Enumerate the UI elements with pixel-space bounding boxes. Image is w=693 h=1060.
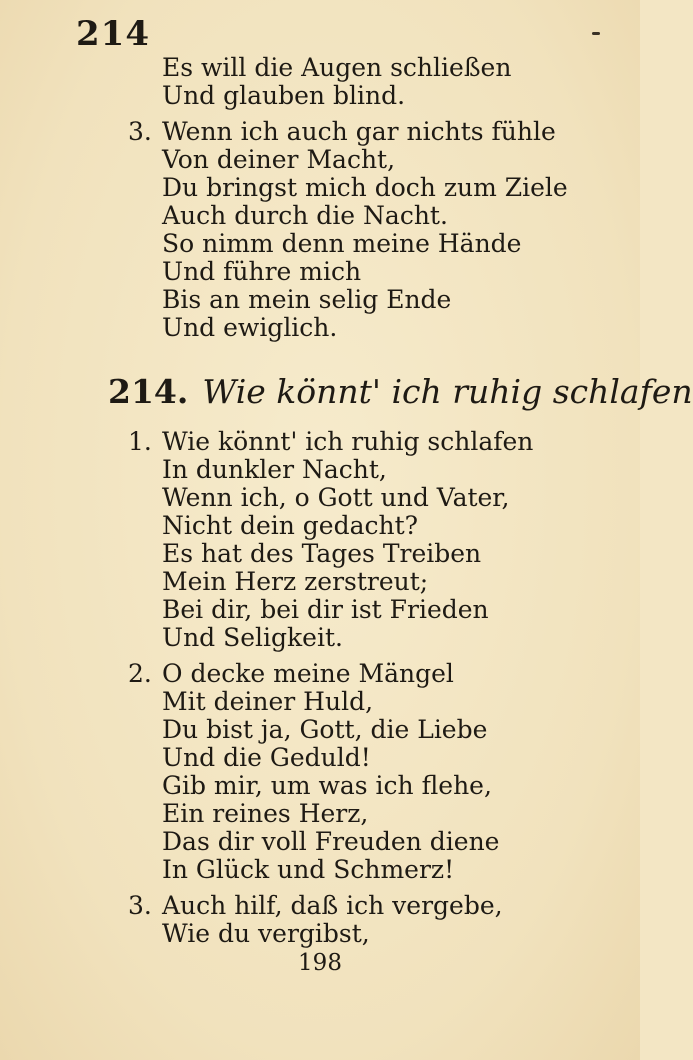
ink-mark bbox=[592, 32, 600, 35]
verse-line: Und ewiglich. bbox=[162, 313, 338, 342]
verse-line: Auch hilf, daß ich vergebe, bbox=[162, 891, 503, 920]
verse-line: Und die Geduld! bbox=[162, 743, 371, 772]
verse-line: Und glauben blind. bbox=[162, 81, 406, 110]
stanza-number: 3. bbox=[128, 891, 152, 920]
verse-line: Wie könnt' ich ruhig schlafen bbox=[162, 427, 534, 456]
verse-line: Gib mir, um was ich flehe, bbox=[162, 771, 492, 800]
verse-line: Bei dir, bei dir ist Frieden bbox=[162, 595, 489, 624]
verse-line: Du bringst mich doch zum Ziele bbox=[162, 173, 568, 202]
hymn-heading bbox=[108, 372, 693, 412]
verse-line: In Glück und Schmerz! bbox=[162, 855, 455, 884]
hymn-title: Wie könnt' ich ruhig schlafen bbox=[202, 372, 693, 411]
verse-line: Und Seligkeit. bbox=[162, 623, 343, 652]
verse-line: O decke meine Mängel bbox=[162, 659, 454, 688]
verse-line: Es hat des Tages Treiben bbox=[162, 539, 482, 568]
stanza-number: 3. bbox=[128, 117, 152, 146]
verse-line: Bis an mein selig Ende bbox=[162, 285, 452, 314]
page-number-top: 214 bbox=[76, 14, 150, 54]
verse-line: Ein reines Herz, bbox=[162, 799, 369, 828]
stanza-number: 1. bbox=[128, 427, 152, 456]
verse-line: Nicht dein gedacht? bbox=[162, 511, 419, 540]
verse-line: In dunkler Nacht, bbox=[162, 455, 387, 484]
verse-line: Wie du vergibst, bbox=[162, 919, 370, 948]
verse-line: Auch durch die Nacht. bbox=[162, 201, 448, 230]
verse-line: Mein Herz zerstreut; bbox=[162, 567, 429, 596]
verse-line: So nimm denn meine Hände bbox=[162, 229, 522, 258]
verse-line: Von deiner Macht, bbox=[162, 145, 396, 174]
verse-line: Mit deiner Huld, bbox=[162, 687, 374, 716]
verse-line: Es will die Augen schließen bbox=[162, 53, 512, 82]
verse-line: Das dir voll Freuden diene bbox=[162, 827, 500, 856]
stanza-number: 2. bbox=[128, 659, 152, 688]
verse-line: Und führe mich bbox=[162, 257, 362, 286]
page-number-bottom: 198 bbox=[298, 950, 342, 976]
verse-line: Wenn ich, o Gott und Vater, bbox=[162, 483, 510, 512]
verse-line: Du bist ja, Gott, die Liebe bbox=[162, 715, 488, 744]
verse-line: Wenn ich auch gar nichts fühle bbox=[162, 117, 556, 146]
hymn-number: 214. bbox=[108, 372, 189, 411]
